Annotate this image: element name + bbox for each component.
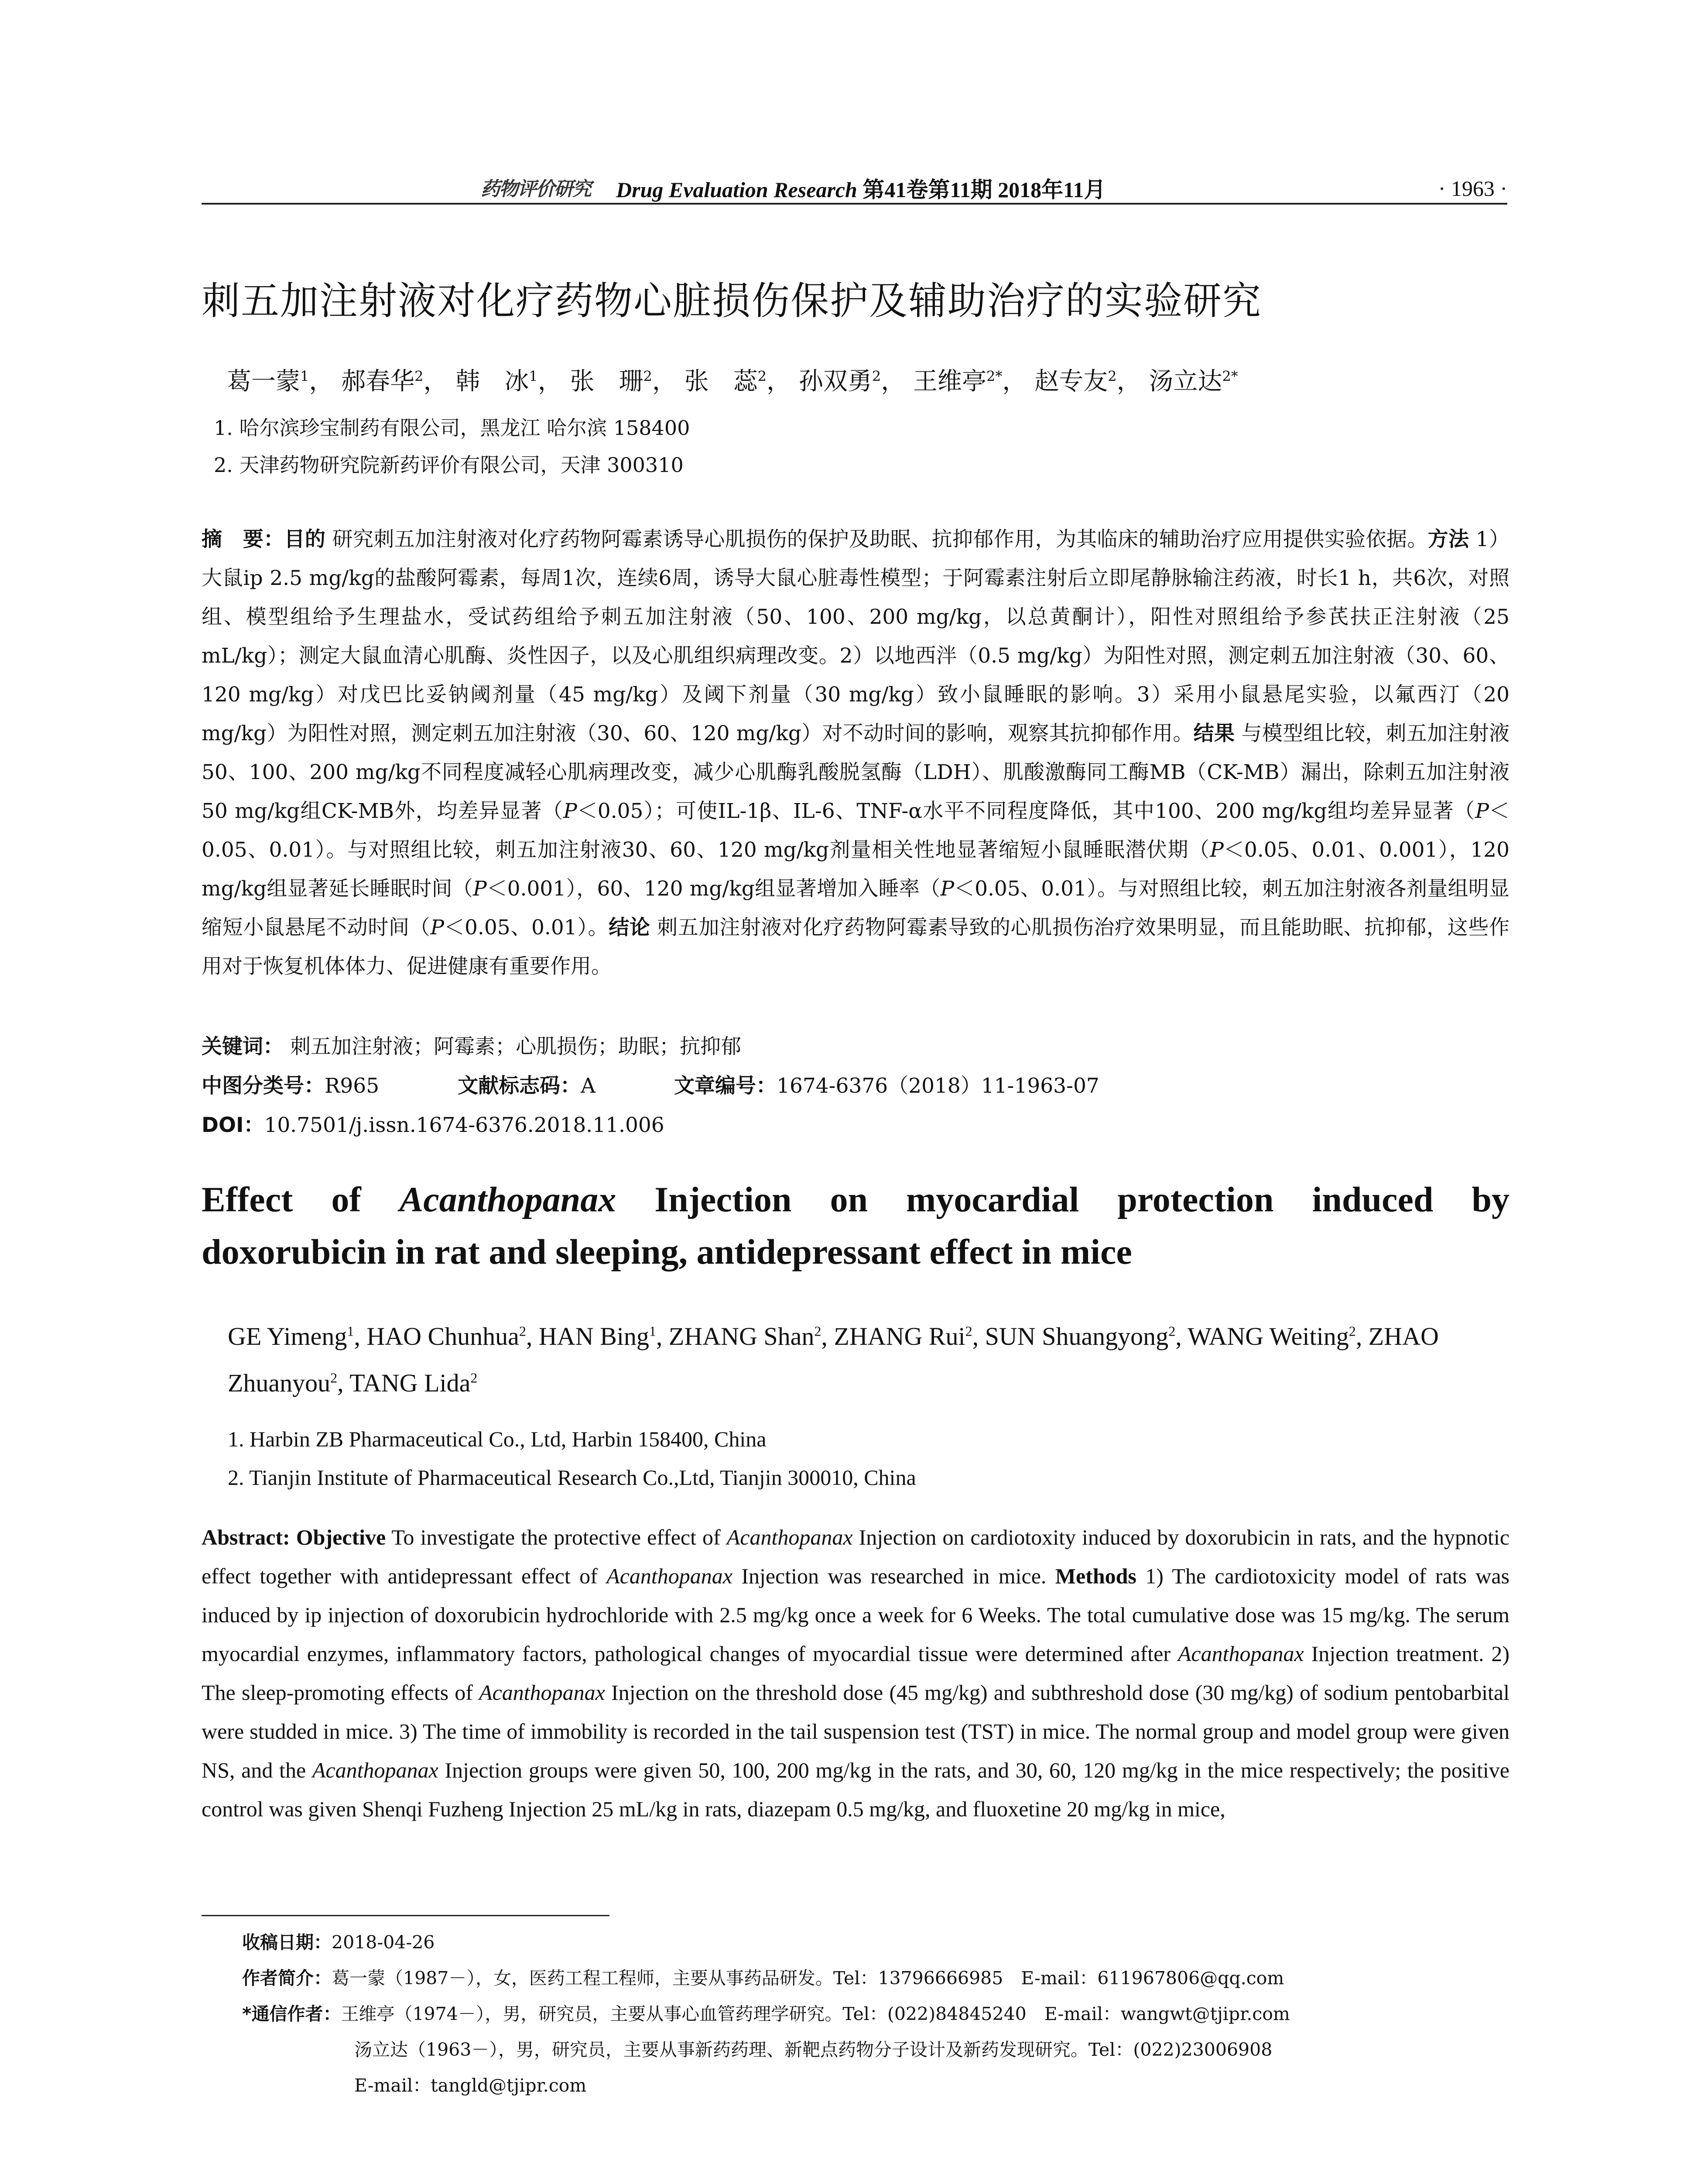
keywords: 刺五加注射液；阿霉素；心肌损伤；助眠；抗抑郁	[290, 1035, 741, 1059]
objective-text: Injection on cardiotoxity induced by doxorubicin in rats, and the hypnotic effect together with antidepressant effect of	[202, 1525, 1510, 1588]
chinese-affiliation-2: 2. 天津药物研究院新药评价有限公司，天津 300310	[214, 453, 684, 477]
results-text: ＜0.05、0.01）。与对照组比较，刺五加注射液30、60、120 mg/kg剂量相关性地显著缩短小鼠睡眠潜伏期（	[202, 799, 1509, 862]
journal-name-en: Drug Evaluation Research	[616, 178, 857, 202]
species-name: Acanthopanax	[479, 1680, 605, 1705]
results-label: 结果	[1193, 721, 1235, 745]
methods-text: 1）大鼠ip 2.5 mg/kg的盐酸阿霉素，每周1次，连续6周，诱导大鼠心脏毒性模型；于阿霉素注射后立即尾静脉输注药液，时长1 h，共6次，对照组、模型组给予生理盐水，受试药组给予刺五加注射液（50、100、200 mg/kg，以总黄酮计），阳性对照组给予参芪扶正注射液（25 mL/kg）；测定大鼠血清心肌酶、炎性因子，以及心肌组织病理改变。2）以地西泮（0.5 mg/kg）为阳性对照，测定刺五加注射液（30、60、120 mg/kg）对戊巴比妥钠阈剂量（45 mg/kg）及阈下剂量（30 mg/kg）致小鼠睡眠的影响。3）采用小鼠悬尾实验，以氟西汀（20 mg/kg）为阳性对照，测定刺五加注射液（30、60、120 mg/kg）对不动时间的影响，观察其抗抑郁作用。	[202, 527, 1510, 745]
author: ZHAO Zhuanyou$^2$	[228, 1322, 1439, 1397]
objective-text: 研究刺五加注射液对化疗药物阿霉素诱导心肌损伤的保护及助眠、抗抑郁作用，为其临床的辅助治疗应用提供实验依据。	[332, 527, 1428, 551]
clc-value: R965	[325, 1074, 380, 1098]
author: TANG Lida$^2$	[349, 1368, 478, 1397]
article-no-value: 1674-6376（2018）11-1963-07	[777, 1074, 1099, 1098]
journal-info	[616, 172, 1106, 204]
doc-code-value: A	[581, 1074, 596, 1098]
objective-text: To investigate the protective effect of	[391, 1525, 727, 1549]
methods-label: 方法	[1427, 527, 1469, 551]
article-no-label: 文章编号：	[674, 1074, 777, 1098]
author: 孙双勇$^2$	[798, 367, 881, 396]
footnote-corresponding-2: 汤立达（1963－），男，研究员，主要从事新药药理、新靶点药物分子设计及新药发现研究。Tel：(022)23006908	[354, 2039, 1273, 2060]
chinese-abstract	[202, 520, 1509, 986]
author: 张 珊$^2$	[570, 367, 652, 396]
conclusion-text: 刺五加注射液对化疗药物阿霉素导致的心肌损伤治疗效果明显，而且能助眠、抗抑郁，这些作用对于恢复机体体力、促进健康有重要作用。	[202, 916, 1510, 978]
english-title-line-1: Effect of Acanthopanax Injection on myocardial protection induced by	[202, 1179, 1509, 1219]
english-affiliation-2: 2. Tianjin Institute of Pharmaceutical Research Co.,Ltd, Tianjin 300010, China	[228, 1465, 916, 1490]
results-text: ＜0.05、0.01）。	[444, 916, 609, 940]
species-name: Acanthopanax	[312, 1758, 438, 1782]
page-number: · 1963 ·	[1438, 176, 1507, 201]
objective-label: Objective	[296, 1525, 386, 1549]
doi-line	[202, 1109, 664, 1138]
english-authors: GE Yimeng$^1$, HAO Chunhua$^2$, HAN Bing$^1$, ZHANG Shan$^2$, ZHANG Rui$^2$, SUN Shuangyong$^2$, WANG Weiting$^2$, ZHAO Zhuanyou$^2$, TANG Lida$^2$	[228, 1322, 1439, 1397]
methods-text: Injection treatment. 2) The sleep-promoting effects of	[202, 1641, 1509, 1705]
doc-code-label: 文献标志码：	[458, 1074, 581, 1098]
author: ZHANG Shan$^2$	[668, 1322, 821, 1351]
author: 王维亭$^{2*}$	[913, 367, 1003, 396]
author: 赵专友$^2$	[1034, 367, 1117, 396]
author: HAO Chunhua$^2$	[366, 1322, 526, 1351]
p-symbol: P	[940, 877, 955, 901]
clc-label: 中图分类号：	[202, 1074, 325, 1098]
species-name: Acanthopanax	[1177, 1641, 1304, 1666]
footnote-corresponding-3: E-mail：tangld@tjipr.com	[354, 2075, 587, 2096]
chinese-affiliation-1: 1. 哈尔滨珍宝制药有限公司，黑龙江 哈尔滨 158400	[214, 416, 690, 440]
author: 韩 冰$^1$	[455, 367, 538, 396]
species-name: Acanthopanax	[726, 1525, 853, 1549]
objective-label: 目的	[284, 527, 326, 551]
author: SUN Shuangyong$^2$	[985, 1322, 1176, 1351]
author: 张 蕊$^2$	[684, 367, 767, 396]
journal-logo: 药物评价研究	[481, 178, 591, 200]
species-name: Acanthopanax	[606, 1564, 732, 1588]
author: 郝春华$^2$	[341, 367, 424, 396]
objective-text: Injection was researched in mice.	[732, 1564, 1047, 1588]
english-affiliation-1: 1. Harbin ZB Pharmaceutical Co., Ltd, Harbin 158400, China	[228, 1427, 767, 1451]
journal-issue: 第41卷第11期 2018年11月	[863, 178, 1106, 202]
doi-label: DOI：	[202, 1113, 264, 1137]
author: HAN Bing$^1$	[538, 1322, 656, 1351]
author: GE Yimeng$^1$	[228, 1322, 354, 1351]
p-symbol: P	[1210, 838, 1224, 862]
english-title	[202, 1173, 1509, 1278]
footnote-received: 收稿日期：2018-04-26	[242, 1932, 435, 1953]
running-header	[202, 172, 1507, 205]
results-text: ＜0.05、0.01、0.001），120 mg/kg组显著延长睡眠时间（	[202, 838, 1509, 901]
author: ZHANG Rui$^2$	[834, 1322, 972, 1351]
footnote-corresponding: *通信作者：王维亭（1974－），男，研究员，主要从事心血管药理学研究。Tel：(022)84845240 E-mail：wangwt@tjipr.com	[242, 2003, 1290, 2024]
methods-text: Injection on the threshold dose (45 mg/kg) and subthreshold dose (30 mg/kg) of sodium pentobarbital were studded in mice. 3) The time of immobility is recorded in the tail suspension test (TST) in mice. The normal group and model group were given NS, and the	[202, 1680, 1509, 1782]
results-text: ＜0.05）；可使IL-1β、IL-6、TNF-α水平不同程度降低，其中100、200 mg/kg组均差异显著（	[577, 799, 1475, 823]
footnote-author-bio: 作者简介：葛一蒙（1987－），女，医药工程工程师，主要从事药品研发。Tel：13796666985 E-mail：611967806@qq.com	[242, 1968, 1284, 1989]
english-abstract	[202, 1518, 1509, 1829]
author: 葛一蒙$^1$	[227, 367, 309, 396]
methods-text: 1) The cardiotoxicity model of rats was induced by ip injection of doxorubicin hydrochloride with 2.5 mg/kg once a week for 6 Weeks. The total cumulative dose was 15 mg/kg. The serum myocardial enzymes, inflammatory factors, pathological changes of myocardial tissue were determined after	[202, 1564, 1510, 1666]
author: WANG Weiting$^2$	[1188, 1322, 1356, 1351]
english-title-line-2: doxorubicin in rat and sleeping, antidepressant effect in mice	[202, 1232, 1132, 1272]
chinese-title: 刺五加注射液对化疗药物心脏损伤保护及辅助治疗的实验研究	[202, 278, 1262, 323]
keywords-line	[202, 1030, 741, 1060]
p-symbol: P	[1475, 799, 1489, 823]
doi-value: 10.7501/j.issn.1674-6376.2018.11.006	[264, 1113, 664, 1137]
conclusion-label: 结论	[609, 916, 650, 940]
methods-label: Methods	[1055, 1564, 1136, 1588]
results-text: 与模型组比较，刺五加注射液50、100、200 mg/kg不同程度减轻心肌病理改变，减少心肌酶乳酸脱氢酶（LDH）、肌酸激酶同工酶MB（CK-MB）漏出，除刺五加注射液50 mg/kg组CK-MB外，均差异显著（	[202, 721, 1509, 823]
author: 汤立达$^{2*}$	[1149, 367, 1238, 396]
results-text: ＜0.05、0.01）。与对照组比较，刺五加注射液各剂量组明显缩短小鼠悬尾不动时间（	[202, 877, 1510, 940]
abstract-label: Abstract:	[202, 1525, 290, 1549]
p-symbol: P	[473, 877, 487, 901]
chinese-authors: 葛一蒙$^1$， 郝春华$^2$， 韩 冰$^1$， 张 珊$^2$， 张 蕊$^2$， 孙双勇$^2$， 王维亭$^{2*}$， 赵专友$^2$， 汤立达$^{2*}$	[227, 367, 1238, 396]
classification-line	[202, 1070, 1099, 1099]
p-symbol: P	[563, 799, 577, 823]
keywords-label: 关键词：	[202, 1035, 284, 1059]
abstract-label: 摘 要：	[202, 527, 284, 551]
methods-text: Injection groups were given 50, 100, 200 mg/kg in the rats, and 30, 60, 120 mg/kg in the mice respectively; the positive control was given Shenqi Fuzheng Injection 25 mL/kg in rats, diazepam 0.5 mg/kg, and fluoxetine 20 mg/kg in mice,	[202, 1758, 1509, 1821]
results-text: ＜0.001），60、120 mg/kg组显著增加入睡率（	[486, 877, 941, 901]
footnote-divider	[202, 1915, 609, 1916]
p-symbol: P	[430, 916, 445, 940]
